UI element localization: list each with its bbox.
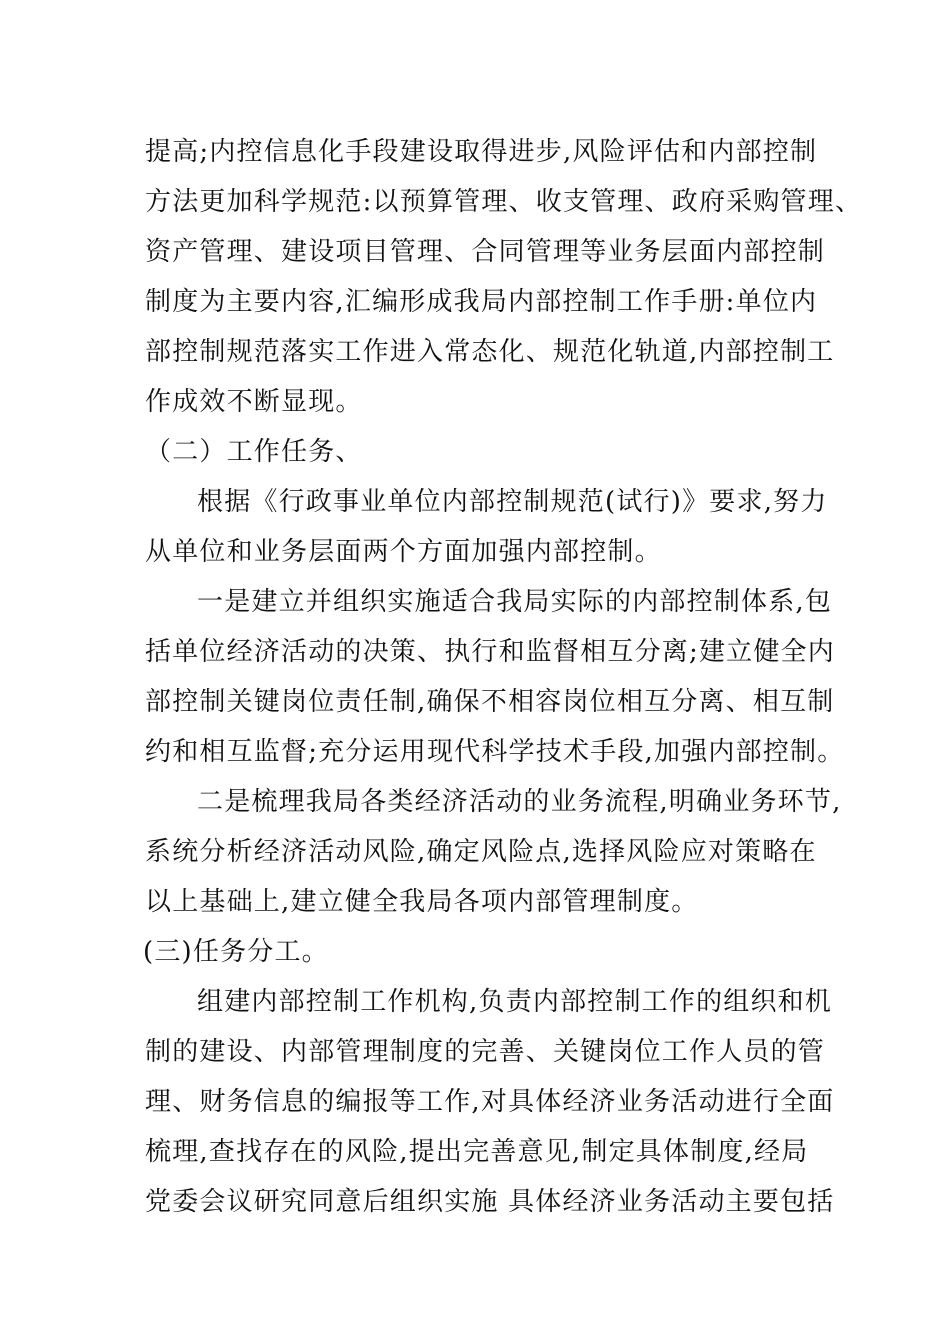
text-line-1: 提高;内控信息化手段建设取得进步,风险评估和内部控制 — [145, 137, 818, 167]
text-line-21: 梳理,查找存在的风险,提出完善意见,制定具体制度,经局 — [145, 1137, 809, 1167]
text-line-12: 部控制关键岗位责任制,确保不相容岗位相互分离、相互制 — [145, 687, 835, 717]
text-line-18: 组建内部控制工作机构,负责内部控制工作的组织和机 — [197, 987, 833, 1017]
text-line-19: 制的建设、内部管理制度的完善、关键岗位工作人员的管 — [145, 1037, 826, 1067]
text-line-2: 方法更加科学规范:以预算管理、收支管理、政府采购管理、 — [145, 187, 863, 217]
text-line-3: 资产管理、建设项目管理、合同管理等业务层面内部控制 — [145, 237, 826, 267]
section-heading-3: (三)任务分工。 — [143, 937, 329, 967]
text-line-6: 作成效不断显现。 — [145, 387, 363, 417]
text-line-13: 约和相互监督;充分运用现代科学技术手段,加强内部控制。 — [145, 737, 845, 767]
text-line-10: 一是建立并组织实施适合我局实际的内部控制体系,包 — [197, 587, 833, 617]
text-line-15: 系统分析经济活动风险,确定风险点,选择风险应对策略在 — [145, 837, 817, 867]
text-line-9: 从单位和业务层面两个方面加强内部控制。 — [145, 537, 662, 567]
text-line-8: 根据《行政事业单位内部控制规范(试行)》要求,努力 — [197, 487, 828, 517]
section-heading-2: （二）工作任务、 — [145, 437, 363, 467]
text-line-20: 理、财务信息的编报等工作,对具体经济业务活动进行全面 — [145, 1087, 835, 1117]
text-line-4: 制度为主要内容,汇编形成我局内部控制工作手册:单位内 — [145, 287, 818, 317]
text-line-14: 二是梳理我局各类经济活动的业务流程,明确业务环节, — [197, 787, 842, 817]
text-line-22: 党委会议研究同意后组织实施 具体经济业务活动主要包括 — [145, 1187, 835, 1217]
text-line-5: 部控制规范落实工作进入常态化、规范化轨道,内部控制工 — [145, 337, 835, 367]
text-line-11: 括单位经济活动的决策、执行和监督相互分离;建立健全内 — [145, 637, 835, 667]
text-line-16: 以上基础上,建立健全我局各项内部管理制度。 — [145, 887, 699, 917]
